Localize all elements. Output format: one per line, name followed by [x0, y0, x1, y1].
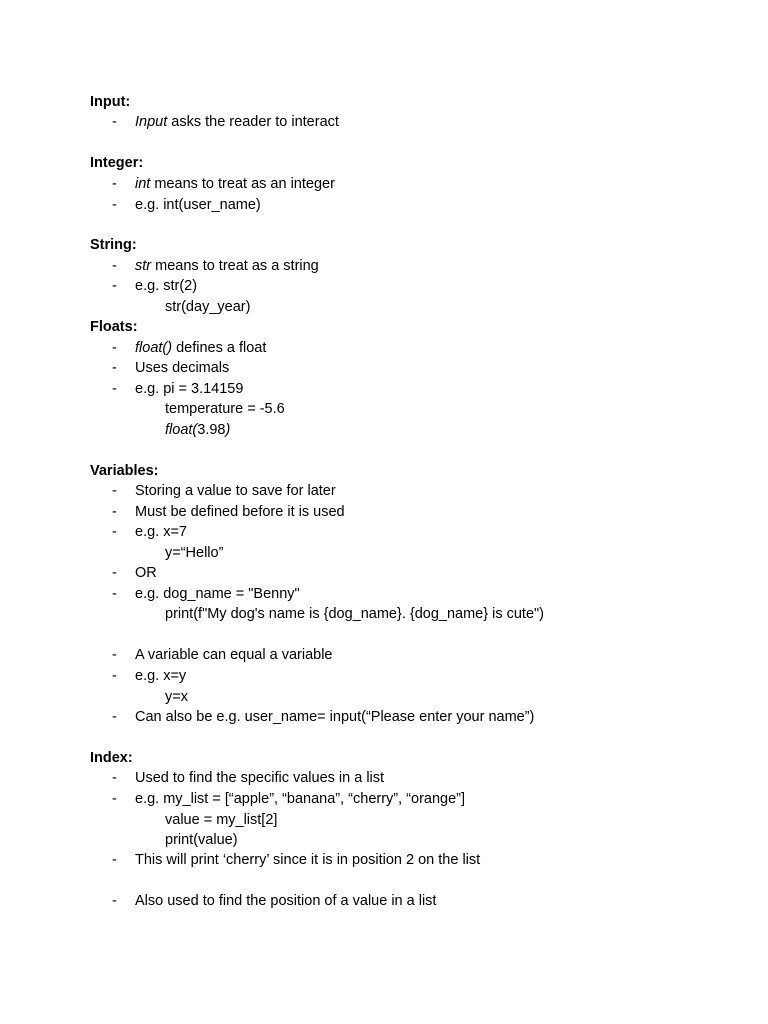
term-int: int: [135, 176, 151, 192]
variables-bullet-7-cont: y=x: [165, 689, 188, 705]
bullet-dash: -: [112, 770, 117, 786]
index-bullet-2-cont-1: value = my_list[2]: [165, 812, 278, 828]
heading-floats: Floats:: [90, 319, 138, 335]
string-bullet-1: [135, 256, 319, 276]
heading-index: Index:: [90, 750, 133, 766]
variables-bullet-4: OR: [135, 565, 157, 581]
bullet-dash: -: [112, 893, 117, 909]
variables-bullet-3: e.g. x=7: [135, 524, 187, 540]
float-call-arg: 3.98: [197, 422, 226, 438]
bullet-dash: -: [112, 504, 117, 520]
bullet-dash: -: [112, 360, 117, 376]
floats-bullet-3-cont-1: temperature = -5.6: [165, 401, 285, 417]
bullet-dash: -: [112, 483, 117, 499]
integer-bullet-1-rest: means to treat as an integer: [150, 176, 335, 192]
variables-bullet-5-cont: print(f"My dog's name is {dog_name}. {dog_name} is cute"): [165, 606, 545, 622]
string-bullet-2: e.g. str(2): [135, 278, 198, 294]
bullet-dash: -: [112, 586, 117, 602]
bullet-dash: -: [112, 340, 117, 356]
bullet-dash: -: [112, 114, 117, 130]
index-bullet-1: Used to find the specific values in a list: [135, 770, 385, 786]
float-call-open: float(: [165, 422, 198, 438]
bullet-dash: -: [112, 791, 117, 807]
index-bullet-2-cont-2: print(value): [165, 832, 238, 848]
term-float: float(): [135, 340, 173, 356]
heading-variables: Variables:: [90, 463, 159, 479]
bullet-dash: -: [112, 668, 117, 684]
variables-bullet-6: A variable can equal a variable: [135, 647, 333, 663]
bullet-dash: -: [112, 381, 117, 397]
floats-bullet-1-rest: defines a float: [172, 340, 267, 356]
variables-bullet-3-cont: y=“Hello”: [165, 545, 224, 561]
heading-integer: Integer:: [90, 155, 144, 171]
string-bullet-1-rest: means to treat as a string: [151, 258, 319, 274]
variables-bullet-1: Storing a value to save for later: [135, 483, 336, 499]
bullet-dash: -: [112, 176, 117, 192]
floats-bullet-3-cont-2: [165, 420, 230, 440]
index-bullet-2: e.g. my_list = [“apple”, “banana”, “cherry”, “orange”]: [135, 791, 466, 807]
bullet-dash: -: [112, 709, 117, 725]
bullet-dash: -: [112, 524, 117, 540]
input-bullet-1: [135, 112, 339, 132]
bullet-dash: -: [112, 852, 117, 868]
bullet-dash: -: [112, 647, 117, 663]
bullet-dash: -: [112, 565, 117, 581]
index-bullet-4: Also used to find the position of a value in a list: [135, 893, 437, 909]
floats-bullet-1: [135, 338, 266, 358]
bullet-dash: -: [112, 278, 117, 294]
heading-input: Input:: [90, 94, 131, 110]
floats-bullet-3: e.g. pi = 3.14159: [135, 381, 244, 397]
floats-bullet-2: Uses decimals: [135, 360, 230, 376]
variables-bullet-8: Can also be e.g. user_name= input(“Please enter your name”): [135, 709, 535, 725]
variables-bullet-7: e.g. x=y: [135, 668, 187, 684]
term-str: str: [135, 258, 152, 274]
index-bullet-3: This will print ‘cherry’ since it is in position 2 on the list: [135, 852, 481, 868]
variables-bullet-5: e.g. dog_name = "Benny": [135, 586, 300, 602]
string-bullet-2-cont: str(day_year): [165, 299, 251, 315]
term-input: Input: [135, 114, 168, 130]
input-bullet-1-rest: asks the reader to interact: [167, 114, 339, 130]
bullet-dash: -: [112, 197, 117, 213]
bullet-dash: -: [112, 258, 117, 274]
heading-string: String:: [90, 237, 137, 253]
float-call-close: ): [225, 422, 231, 438]
integer-bullet-1: [135, 174, 335, 194]
variables-bullet-2: Must be defined before it is used: [135, 504, 345, 520]
integer-bullet-2: e.g. int(user_name): [135, 197, 261, 213]
